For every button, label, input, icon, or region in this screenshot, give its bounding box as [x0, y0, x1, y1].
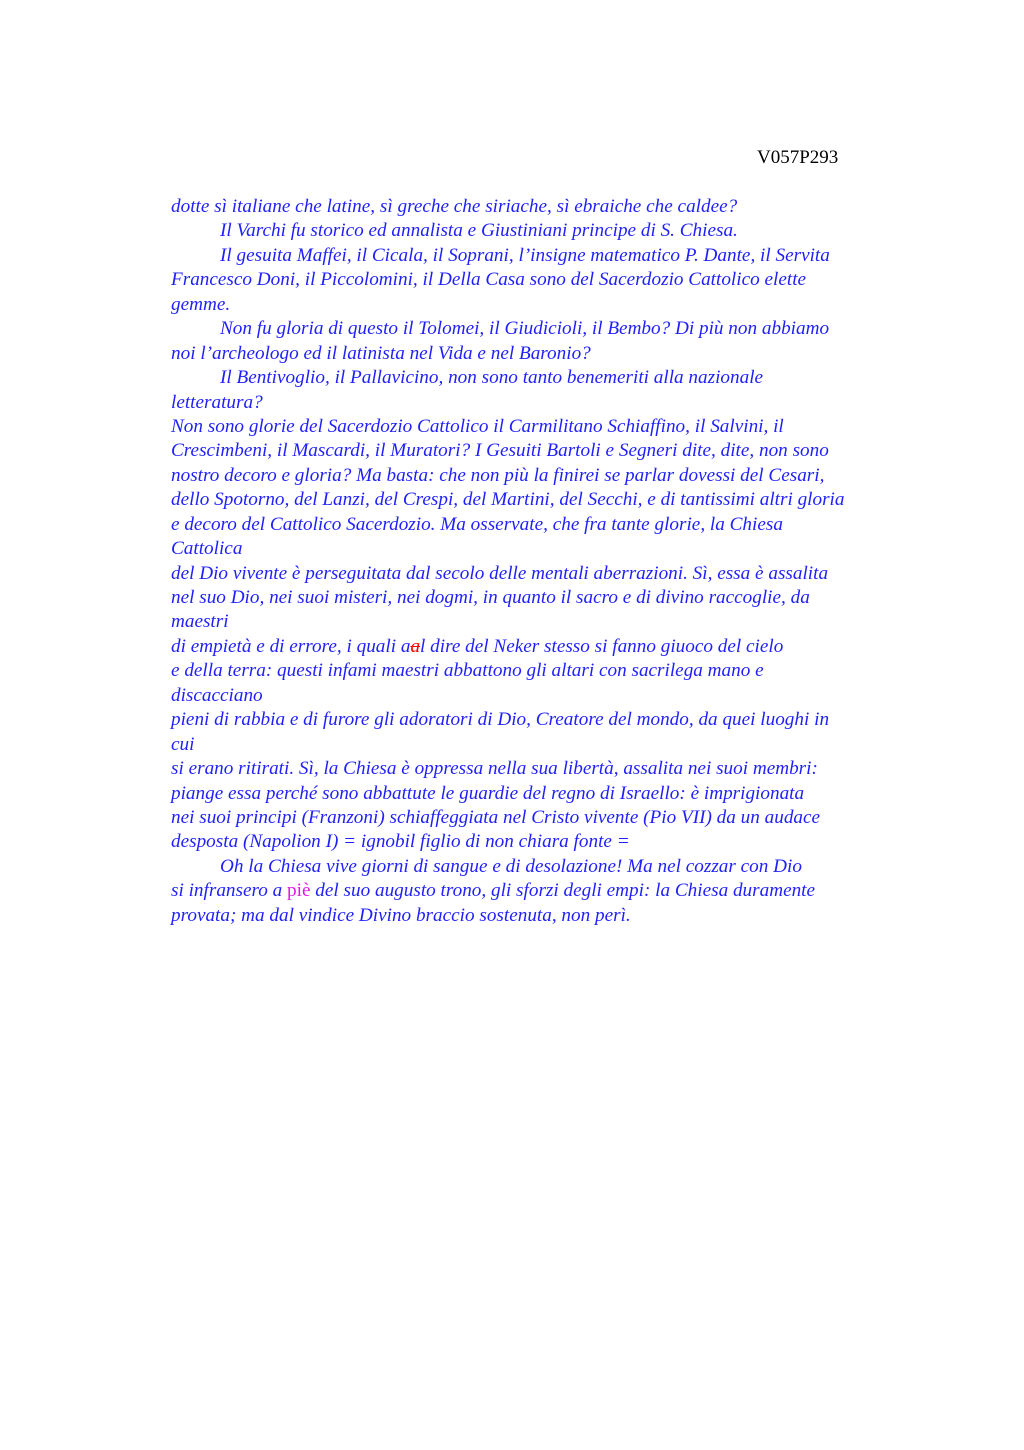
text-line: provata; ma dal vindice Divino braccio sostenuta, non perì.: [171, 904, 631, 926]
text-line: [171, 635, 911, 659]
text-line: si erano ritirati. Sì, la Chiesa è oppressa nella sua libertà, assalita nei suoi membri:: [171, 758, 818, 780]
document-body: [171, 195, 911, 928]
text-line: nel suo Dio, nei suoi misteri, nei dogmi, in quanto il sacro e di divino raccoglie, da: [171, 587, 810, 608]
text-line: nostro decoro e gloria? Ma basta: che non più la finirei se parlar dovessi del Cesari,: [171, 464, 825, 486]
text-line: discacciano: [171, 684, 263, 706]
text-line: pieni di rabbia e di furore gli adoratori di Dio, Creatore del mondo, da quei luoghi in: [171, 709, 830, 731]
text-line: e della terra: questi infami maestri abbattono gli altari con sacrilega mano e: [171, 660, 764, 682]
text-line: Il Varchi fu storico ed annalista e Giustiniani principe di S. Chiesa.: [220, 220, 738, 242]
text-line: e decoro del Cattolico Sacerdozio. Ma osservate, che fra tante glorie, la Chiesa: [171, 513, 783, 535]
text-line: gemme.: [171, 293, 231, 315]
text-line: cui: [171, 733, 195, 755]
text-line: Il gesuita Maffei, il Cicala, il Soprani, l’insigne matematico P. Dante, il Servita: [220, 244, 830, 266]
text-line: Non sono glorie del Sacerdozio Cattolico il Carmilitano Schiaffino, il Salvini, il: [171, 415, 784, 437]
text-line: desposta (Napolion I) = ignobil figlio di non chiara fonte =: [171, 831, 630, 853]
text-line: nei suoi principi (Franzoni) schiaffeggiata nel Cristo vivente (Pio VII) da un audace: [171, 806, 821, 828]
text-segment: del suo augusto trono, gli sforzi degli empi: la Chiesa duramente: [310, 880, 816, 902]
text-segment: si infransero a: [171, 880, 288, 902]
text-line: dotte sì italiane che latine, sì greche che siriache, sì ebraiche che caldee?: [171, 196, 738, 217]
text-line: Crescimbeni, il Mascardi, il Muratori? I Gesuiti Bartoli e Segneri dite, dite, non sono: [171, 440, 829, 462]
text-line: Non fu gloria di questo il Tolomei, il Giudicioli, il Bembo? Di più non abbiamo: [220, 318, 830, 340]
text-line: Il Bentivoglio, il Pallavicino, non sono tanto benemeriti alla nazionale: [220, 367, 764, 389]
text-line: maestri: [171, 611, 229, 633]
text-line: letteratura?: [171, 391, 263, 413]
text-line: Cattolica: [171, 538, 243, 560]
text-segment: l dire del Neker stesso si fanno giuoco del cielo: [420, 635, 784, 657]
text-segment: di empietà e di errore, i quali a: [171, 635, 411, 657]
text-line: dello Spotorno, del Lanzi, del Crespi, del Martini, del Secchi, e di tantissimi altri gloria: [171, 489, 845, 511]
text-line: del Dio vivente è perseguitata dal secolo delle mentali aberrazioni. Sì, essa è assalita: [171, 562, 829, 584]
page-identifier: V057P293: [757, 147, 839, 168]
text-line: Oh la Chiesa vive giorni di sangue e di desolazione! Ma nel cozzar con Dio: [220, 855, 802, 877]
text-line: Francesco Doni, il Piccolomini, il Della Casa sono del Sacerdozio Cattolico elette: [171, 269, 807, 291]
text-line: [171, 879, 911, 903]
struck-correction: a: [410, 635, 421, 657]
highlighted-word: piè: [287, 880, 311, 902]
text-line: noi l’archeologo ed il latinista nel Vida e nel Baronio?: [171, 342, 591, 364]
text-line: piange essa perché sono abbattute le guardie del regno di Israello: è imprigionata: [171, 782, 805, 804]
